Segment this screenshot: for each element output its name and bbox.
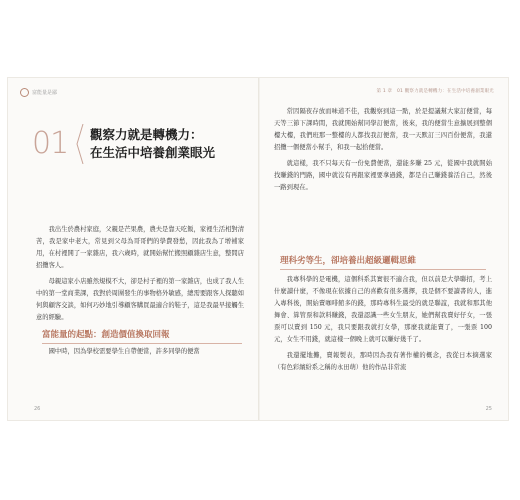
- left-body-text: [36, 224, 244, 328]
- paragraph: 我出生於農村家庭，父親是芒果農，農夫是靠天吃飯，家裡生活相對清苦，我是家中老大，常見到父母為哥哥們的學費發愁，因此我為了增補家用，在村裡開了一家雜店，我六歲時，就開始幫忙搬照顧雜店生意，整間店招攬客人。: [36, 226, 244, 269]
- right-running-header: 第 1 章 01 觀察力就是轉機力：在生活中培養創業眼光: [376, 89, 494, 94]
- left-section-heading: 富能量的起點：創造價值換取回報: [42, 328, 242, 344]
- right-body-text-bottom: [274, 274, 492, 378]
- paragraph: 我還擺地攤，賣報製表，那時因為我有著作權的概念，我從日本摘選家（有色彩繽紛系之稱的永田萌）他的作品非常流: [274, 352, 492, 371]
- left-running-header: [20, 88, 57, 97]
- right-body-text-top: [274, 106, 492, 198]
- book-logo-icon: [20, 88, 29, 97]
- left-page-number: 26: [34, 406, 41, 412]
- right-page: [260, 78, 508, 420]
- paragraph: 就這樣，我不只每天有一份免費便當，還能多賺 25 元，從國中我就開始找賺錢的門路，國中就沒有再跟家裡要拿過錢，都是自己賺錢養活自己，然後一路到現在。: [274, 160, 492, 191]
- paragraph: 國中時，因為學校需要學生自帶便當，許多同學的便當: [48, 348, 200, 355]
- paragraph: 母親這家小店雖然規模不大，卻是村子裡的第一家雜店，也成了我人生中的第一堂商業課，我對於周圍發生的事物格外敏感，總需要跟客人探聽如何與顧客交談，如何巧妙地引導顧客購買最適合的鞋子，這是我最早接觸生意的經驗。: [36, 278, 244, 321]
- chapter-heading: [32, 124, 252, 168]
- right-section-heading: 理科劣等生，卻培養出超級邏輯思維: [280, 254, 486, 270]
- chapter-title-line-2: 在生活中培養創業眼光: [90, 145, 216, 160]
- chapter-title: [90, 126, 215, 162]
- left-running-title: 富能量是鄙: [32, 90, 58, 96]
- chapter-bracket-icon: [76, 124, 84, 164]
- paragraph: 常因隔夜存放而味道不佳，我觀察到這一點，於是提議幫大家訂便當，每天等三節下課時間，我就開始幫同學訂便當，後來，我的便當生意擴展到整個樓大樓，我們班那一整樓的人都找我訂便當，我一天默訂三四百份便當，我還招攬一個便當小幫手，和我一起拾便當。: [274, 108, 492, 151]
- book-spread: [8, 78, 508, 420]
- left-page: [8, 78, 258, 420]
- chapter-number: 01: [32, 126, 69, 161]
- chapter-title-line-1: 觀察力就是轉機力：: [90, 127, 203, 142]
- right-page-number: 25: [485, 406, 492, 412]
- paragraph: 我專科學的是電機，這個科系其實很不適合我，但以前是大學聯招，考上什麼讀什麼，不像現在依據自己的喜歡有很多選擇，我是個不要讀書的人，進入專科後，開始賣咖啡館多的錢，那時專科生最受的就是聯誼，我就和那其他舞會、算管票和款料賺錢，我還認識一些女生朋友，她們幫我賣好仔女，一張票可以賣到 150 元，我只要跟我就打女學，那麼我就能賣了，一張票 100 元，女生不用錢，就這樣一個晚上就可以賺好幾千了。: [274, 276, 492, 343]
- left-section-body: [36, 346, 244, 362]
